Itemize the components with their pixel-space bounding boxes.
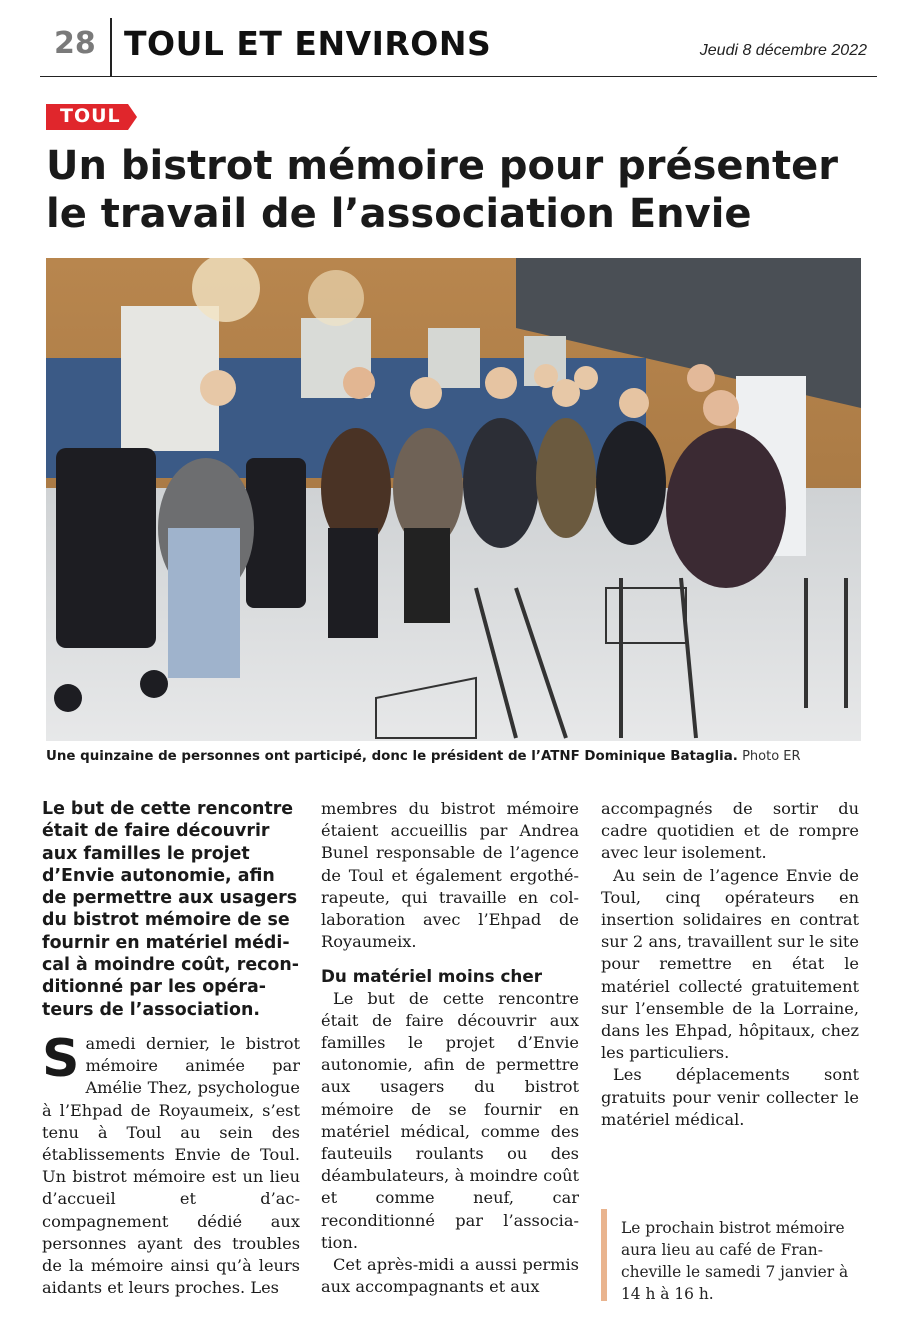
- group-photo-illustration: [46, 258, 861, 741]
- paragraph-1-text: amedi dernier, le bistrot mémoire animée par Amélie Thez, psychologue à l’Ehpad de Royaumeix, s’est tenu à Toul au sein des établissements Envie de Toul. Un bistrot mémoire est un lieu d’accueil et d’accompagnement dédié aux personnes ayant des troubles de la mémoire ainsi qu’à leurs aidants et leurs proches. Les: [42, 1033, 300, 1298]
- article-paragraph-3: Cet après-midi a aussi permis aux accompagnants et aux: [321, 1255, 579, 1297]
- header-divider: [110, 18, 112, 76]
- photo-credit: Photo ER: [742, 749, 801, 764]
- photo-caption: [46, 749, 866, 764]
- paragraph-1-continued: membres du bistrot mémoire étaient accueillis par Andrea Bunel responsable de l’agence de Toul et également ergothérapeute, qui travaille en collaboration avec l’Ehpad de Royaumeix.: [321, 799, 579, 952]
- article-paragraph-2: Le but de cette rencontre était de faire découvrir aux familles le projet d’Envie autonomie, afin de permettre aux usagers du bistrot mémoire de se fournir en matériel médical, comme des fauteuils roulants ou des déambulateurs, à moindre coût et comme neuf, car reconditionné par l’association.: [321, 988, 579, 1252]
- page-number: 28: [54, 26, 96, 61]
- location-tag: [46, 104, 136, 130]
- article-column-3: [601, 798, 859, 1131]
- page-header: [40, 18, 877, 77]
- caption-text: Une quinzaine de personnes ont participé, donc le président de l’ATNF Dominique Bataglia.: [46, 749, 738, 764]
- paragraph-3-continued: accompagnés de sortir du cadre quotidien et de rompre avec leur isolement.: [601, 799, 859, 863]
- location-tag-label: TOUL: [60, 105, 121, 127]
- headline-line-2: le travail de l’association Envie: [46, 191, 752, 237]
- info-box-text: Le prochain bistrot mémoire aura lieu au café de Francheville le samedi 7 janvier à 14 h à 16 h.: [621, 1219, 849, 1303]
- article-lead: Le but de cette rencontre était de faire découvrir aux familles le projet d’Envie autonomie, afin de permettre aux usagers du bistrot mémoire de se fournir en matériel médical à moindre coût, reconditionné par les opérateurs de l’association.: [42, 799, 299, 1020]
- article-photo: [46, 258, 861, 741]
- section-title: TOUL ET ENVIRONS: [124, 24, 492, 63]
- dropcap: S: [42, 1028, 80, 1089]
- article-paragraph-1: [42, 1028, 300, 1299]
- article-subhead: Du matériel moins cher: [321, 966, 543, 987]
- article-column-2: [321, 798, 579, 1298]
- article-column-1: [42, 798, 300, 1299]
- issue-date: Jeudi 8 décembre 2022: [699, 42, 867, 59]
- info-box: [601, 1209, 869, 1301]
- article-paragraph-4: Au sein de l’agence Envie de Toul, cinq opérateurs en insertion solidaires en contrat sur 2 ans, travaillent sur le site pour remettre en état le matériel collecté gratuitement sur l’ensemble de la Lorraine, dans les Ehpad, hôpitaux, chez les particuliers.: [601, 865, 859, 1063]
- article-paragraph-5: Les déplacements sont gratuits pour venir collecter le matériel médical.: [601, 1065, 859, 1129]
- headline-line-1: Un bistrot mémoire pour présenter: [46, 143, 838, 189]
- article-headline: [46, 142, 846, 238]
